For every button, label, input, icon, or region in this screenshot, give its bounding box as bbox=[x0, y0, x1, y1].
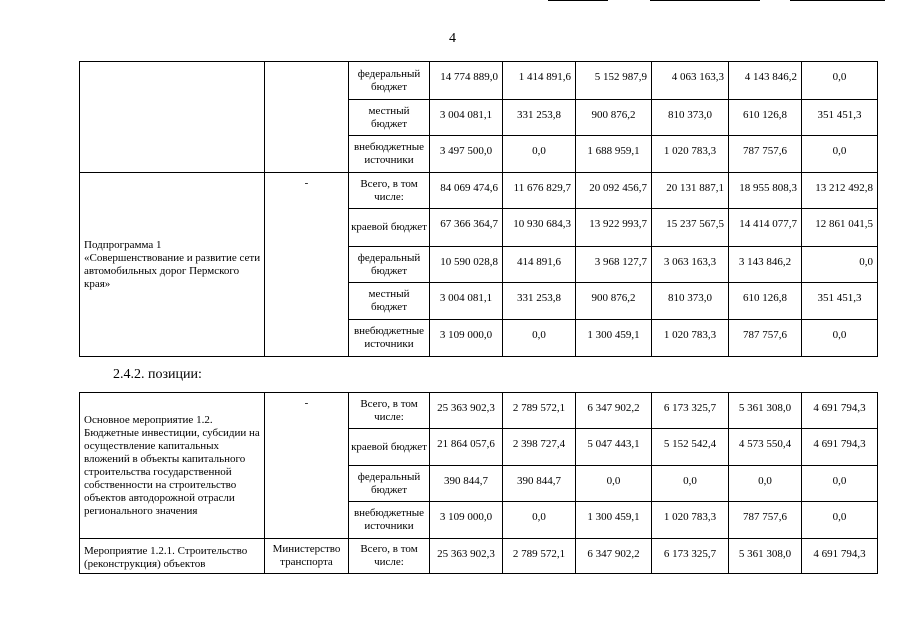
value-cell: 351 451,3 bbox=[802, 100, 878, 136]
top-rule-1 bbox=[548, 0, 608, 1]
value-cell: 2 398 727,4 bbox=[503, 429, 576, 466]
value-cell: 390 844,7 bbox=[503, 466, 576, 502]
value-cell: 3 063 163,3 bbox=[652, 247, 729, 283]
value-cell: 12 861 041,5 bbox=[802, 209, 878, 247]
source-cell: краевой бюджет bbox=[349, 429, 430, 466]
value-cell: 4 691 794,3 bbox=[802, 393, 878, 429]
value-cell: 15 237 567,5 bbox=[652, 209, 729, 247]
value-cell: 5 361 308,0 bbox=[729, 393, 802, 429]
value-cell: 331 253,8 bbox=[503, 100, 576, 136]
value-cell: 4 143 846,2 bbox=[729, 62, 802, 100]
source-cell: внебюджетные источники bbox=[349, 502, 430, 539]
source-cell: краевой бюджет bbox=[349, 209, 430, 247]
value-cell: 10 930 684,3 bbox=[503, 209, 576, 247]
value-cell: 25 363 902,3 bbox=[430, 393, 503, 429]
value-cell: 2 789 572,1 bbox=[503, 393, 576, 429]
value-cell: 3 004 081,1 bbox=[430, 283, 503, 320]
value-cell: 20 131 887,1 bbox=[652, 173, 729, 209]
value-cell: 900 876,2 bbox=[576, 100, 652, 136]
source-cell: местный бюджет bbox=[349, 283, 430, 320]
value-cell: 18 955 808,3 bbox=[729, 173, 802, 209]
value-cell: 331 253,8 bbox=[503, 283, 576, 320]
value-cell: 0,0 bbox=[503, 320, 576, 357]
value-cell: 4 573 550,4 bbox=[729, 429, 802, 466]
value-cell: 11 676 829,7 bbox=[503, 173, 576, 209]
value-cell: 6 173 325,7 bbox=[652, 393, 729, 429]
source-cell: внебюджетные источники bbox=[349, 136, 430, 173]
table-row bbox=[80, 539, 878, 574]
source-cell: внебюджетные источники bbox=[349, 320, 430, 357]
value-cell: 787 757,6 bbox=[729, 136, 802, 173]
name-cell-empty bbox=[80, 62, 265, 173]
source-cell: Всего, в том числе: bbox=[349, 393, 430, 429]
value-cell: 0,0 bbox=[503, 502, 576, 539]
value-cell: 2 789 572,1 bbox=[503, 539, 576, 574]
value-cell: 787 757,6 bbox=[729, 502, 802, 539]
table-row bbox=[80, 62, 878, 100]
value-cell: 3 143 846,2 bbox=[729, 247, 802, 283]
source-cell: федеральный бюджет bbox=[349, 466, 430, 502]
value-cell: 5 361 308,0 bbox=[729, 539, 802, 574]
value-cell: 0,0 bbox=[802, 136, 878, 173]
value-cell: 1 020 783,3 bbox=[652, 502, 729, 539]
value-cell: 6 347 902,2 bbox=[576, 393, 652, 429]
value-cell: 3 004 081,1 bbox=[430, 100, 503, 136]
budget-table-positions bbox=[79, 392, 878, 574]
value-cell: 4 691 794,3 bbox=[802, 429, 878, 466]
value-cell: 0,0 bbox=[503, 136, 576, 173]
value-cell: 351 451,3 bbox=[802, 283, 878, 320]
table-row bbox=[80, 393, 878, 429]
top-rule-2 bbox=[650, 0, 760, 1]
value-cell: 20 092 456,7 bbox=[576, 173, 652, 209]
value-cell: 414 891,6 bbox=[503, 247, 576, 283]
value-cell: 0,0 bbox=[652, 466, 729, 502]
source-cell: Всего, в том числе: bbox=[349, 173, 430, 209]
value-cell: 0,0 bbox=[802, 62, 878, 100]
value-cell: 5 152 987,9 bbox=[576, 62, 652, 100]
subprogram-executor: - bbox=[265, 173, 349, 357]
value-cell: 390 844,7 bbox=[430, 466, 503, 502]
value-cell: 0,0 bbox=[802, 466, 878, 502]
value-cell: 21 864 057,6 bbox=[430, 429, 503, 466]
value-cell: 4 691 794,3 bbox=[802, 539, 878, 574]
value-cell: 6 173 325,7 bbox=[652, 539, 729, 574]
value-cell: 900 876,2 bbox=[576, 283, 652, 320]
value-cell: 25 363 902,3 bbox=[430, 539, 503, 574]
value-cell: 0,0 bbox=[802, 502, 878, 539]
value-cell: 0,0 bbox=[802, 247, 878, 283]
value-cell: 13 922 993,7 bbox=[576, 209, 652, 247]
value-cell: 5 047 443,1 bbox=[576, 429, 652, 466]
value-cell: 67 366 364,7 bbox=[430, 209, 503, 247]
executor-cell-empty bbox=[265, 62, 349, 173]
source-cell: местный бюджет bbox=[349, 100, 430, 136]
value-cell: 5 152 542,4 bbox=[652, 429, 729, 466]
value-cell: 3 109 000,0 bbox=[430, 320, 503, 357]
event-name: Мероприятие 1.2.1. Строительство (реконструкция) объектов bbox=[80, 539, 265, 574]
source-cell: федеральный бюджет bbox=[349, 247, 430, 283]
source-cell: федеральный бюджет bbox=[349, 62, 430, 100]
value-cell: 0,0 bbox=[729, 466, 802, 502]
value-cell: 84 069 474,6 bbox=[430, 173, 503, 209]
value-cell: 0,0 bbox=[802, 320, 878, 357]
value-cell: 1 414 891,6 bbox=[503, 62, 576, 100]
value-cell: 1 020 783,3 bbox=[652, 320, 729, 357]
subprogram-name: Подпрограмма 1 «Совершенствование и развитие сети автомобильных дорог Пермского края» bbox=[80, 173, 265, 357]
top-rule-3 bbox=[790, 0, 885, 1]
value-cell: 1 300 459,1 bbox=[576, 502, 652, 539]
section-heading: 2.4.2. позиции: bbox=[113, 367, 202, 382]
value-cell: 14 414 077,7 bbox=[729, 209, 802, 247]
value-cell: 610 126,8 bbox=[729, 100, 802, 136]
value-cell: 810 373,0 bbox=[652, 100, 729, 136]
value-cell: 810 373,0 bbox=[652, 283, 729, 320]
value-cell: 787 757,6 bbox=[729, 320, 802, 357]
value-cell: 14 774 889,0 bbox=[430, 62, 503, 100]
value-cell: 1 020 783,3 bbox=[652, 136, 729, 173]
value-cell: 13 212 492,8 bbox=[802, 173, 878, 209]
value-cell: 1 300 459,1 bbox=[576, 320, 652, 357]
value-cell: 0,0 bbox=[576, 466, 652, 502]
event-executor: Министерство транспорта bbox=[265, 539, 349, 574]
page-number: 4 bbox=[449, 31, 456, 46]
main-event-name: Основное мероприятие 1.2. Бюджетные инвестиции, субсидии на осуществление капитальных вложений в объекты капитального строительства государственной собственности на строительство объектов автодорожной отрасли регионального значения bbox=[80, 393, 265, 539]
value-cell: 10 590 028,8 bbox=[430, 247, 503, 283]
value-cell: 3 968 127,7 bbox=[576, 247, 652, 283]
source-cell: Всего, в том числе: bbox=[349, 539, 430, 574]
value-cell: 3 497 500,0 bbox=[430, 136, 503, 173]
value-cell: 6 347 902,2 bbox=[576, 539, 652, 574]
table-row bbox=[80, 173, 878, 209]
value-cell: 1 688 959,1 bbox=[576, 136, 652, 173]
value-cell: 3 109 000,0 bbox=[430, 502, 503, 539]
main-event-executor: - bbox=[265, 393, 349, 539]
budget-table-continued bbox=[79, 61, 878, 357]
value-cell: 610 126,8 bbox=[729, 283, 802, 320]
value-cell: 4 063 163,3 bbox=[652, 62, 729, 100]
